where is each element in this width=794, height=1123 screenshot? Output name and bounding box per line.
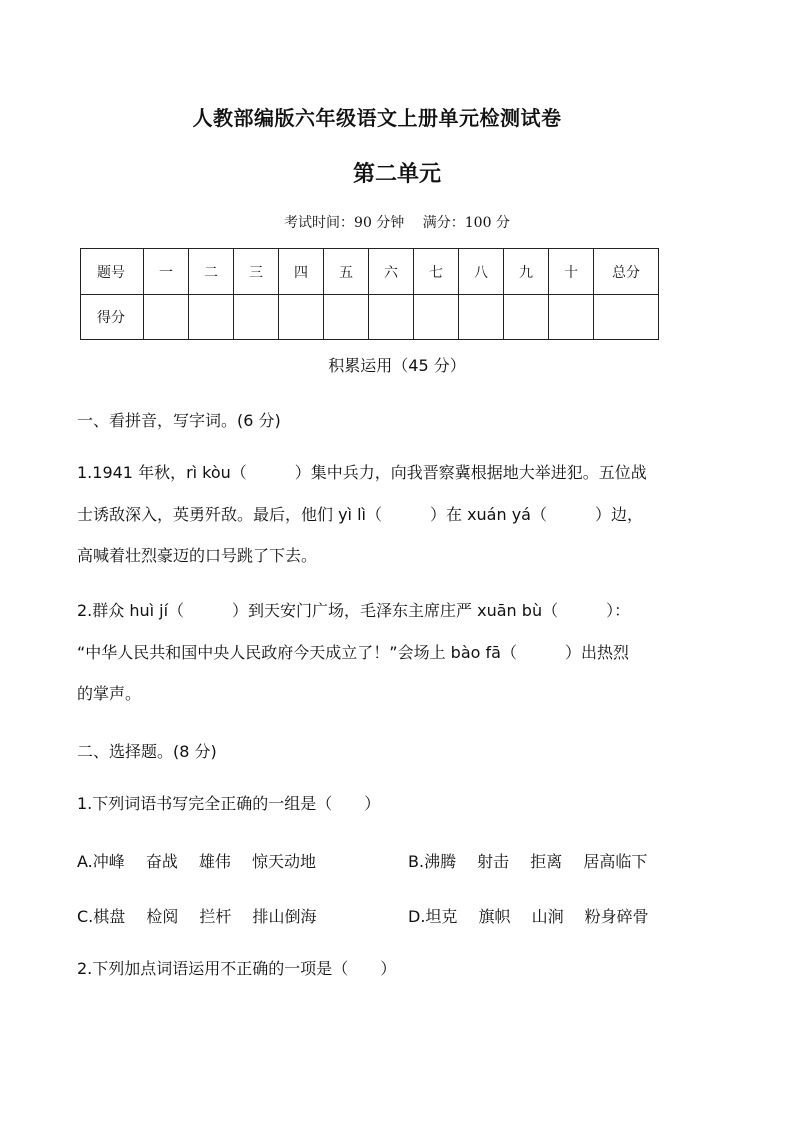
question-1-item-2-line-3: 的掌声。 bbox=[77, 684, 142, 703]
score-cell bbox=[234, 295, 279, 340]
score-cell bbox=[459, 295, 504, 340]
question-1-item-2-line-1: 2.群众 huì jí（ ）到天安门广场，毛泽东主席庄严 xuān bù（ ）： bbox=[77, 601, 631, 620]
score-table-column-header: 七 bbox=[414, 249, 459, 295]
score-cell bbox=[504, 295, 549, 340]
option-c: C.棋盘 检阅 拦杆 排山倒海 bbox=[77, 907, 317, 926]
score-table-total-header: 总分 bbox=[594, 249, 659, 295]
score-cell bbox=[189, 295, 234, 340]
exam-info: 考试时间：90 分钟 满分：100 分 bbox=[284, 215, 510, 231]
exam-title: 人教部编版六年级语文上册单元检测试卷 bbox=[192, 106, 562, 130]
score-cell bbox=[324, 295, 369, 340]
unit-title: 第二单元 bbox=[352, 161, 441, 187]
score-cell bbox=[549, 295, 594, 340]
score-table-column-header: 三 bbox=[234, 249, 279, 295]
score-table-header-row bbox=[81, 249, 659, 295]
score-table-column-header: 十 bbox=[549, 249, 594, 295]
question-1-item-1-line-2: 士诱敌深入，英勇歼敌。最后，他们 yì lì（ ）在 xuán yá（ ）边， bbox=[77, 505, 643, 524]
score-table-row-label: 得分 bbox=[81, 295, 144, 340]
section-heading: 积累运用（45 分） bbox=[328, 356, 466, 375]
score-table bbox=[80, 248, 659, 340]
score-cell bbox=[279, 295, 324, 340]
question-1-item-1-line-1: 1.1941 年秋，rì kòu（ ）集中兵力，向我晋察冀根据地大举进犯。五位战 bbox=[77, 463, 647, 482]
score-table-score-row bbox=[81, 295, 659, 340]
option-a: A.冲峰 奋战 雄伟 惊天动地 bbox=[77, 852, 317, 871]
score-table-column-header: 六 bbox=[369, 249, 414, 295]
score-cell bbox=[144, 295, 189, 340]
question-1-heading: 一、看拼音，写字词。(6 分) bbox=[77, 411, 281, 430]
score-cell bbox=[414, 295, 459, 340]
score-table-column-header: 一 bbox=[144, 249, 189, 295]
question-2-item-1-stem: 1.下列词语书写完全正确的一组是（ ） bbox=[77, 794, 381, 813]
question-2-item-2-stem: 2.下列加点词语运用不正确的一项是（ ） bbox=[77, 959, 397, 978]
score-table-column-header: 八 bbox=[459, 249, 504, 295]
score-table-row-label: 题号 bbox=[81, 249, 144, 295]
score-table-column-header: 五 bbox=[324, 249, 369, 295]
option-d: D.坦克 旗帜 山涧 粉身碎骨 bbox=[408, 907, 649, 926]
question-1-item-1-line-3: 高喊着壮烈豪迈的口号跳了下去。 bbox=[77, 546, 318, 565]
score-table-column-header: 二 bbox=[189, 249, 234, 295]
score-table-column-header: 九 bbox=[504, 249, 549, 295]
option-b: B.沸腾 射击 拒离 居高临下 bbox=[408, 852, 648, 871]
question-1-item-2-line-2: “中华人民共和国中央人民政府今天成立了！”会场上 bào fā（ ）出热烈 bbox=[77, 643, 629, 662]
question-2-heading: 二、选择题。(8 分) bbox=[77, 742, 217, 761]
score-total-cell bbox=[594, 295, 659, 340]
score-table-column-header: 四 bbox=[279, 249, 324, 295]
score-cell bbox=[369, 295, 414, 340]
